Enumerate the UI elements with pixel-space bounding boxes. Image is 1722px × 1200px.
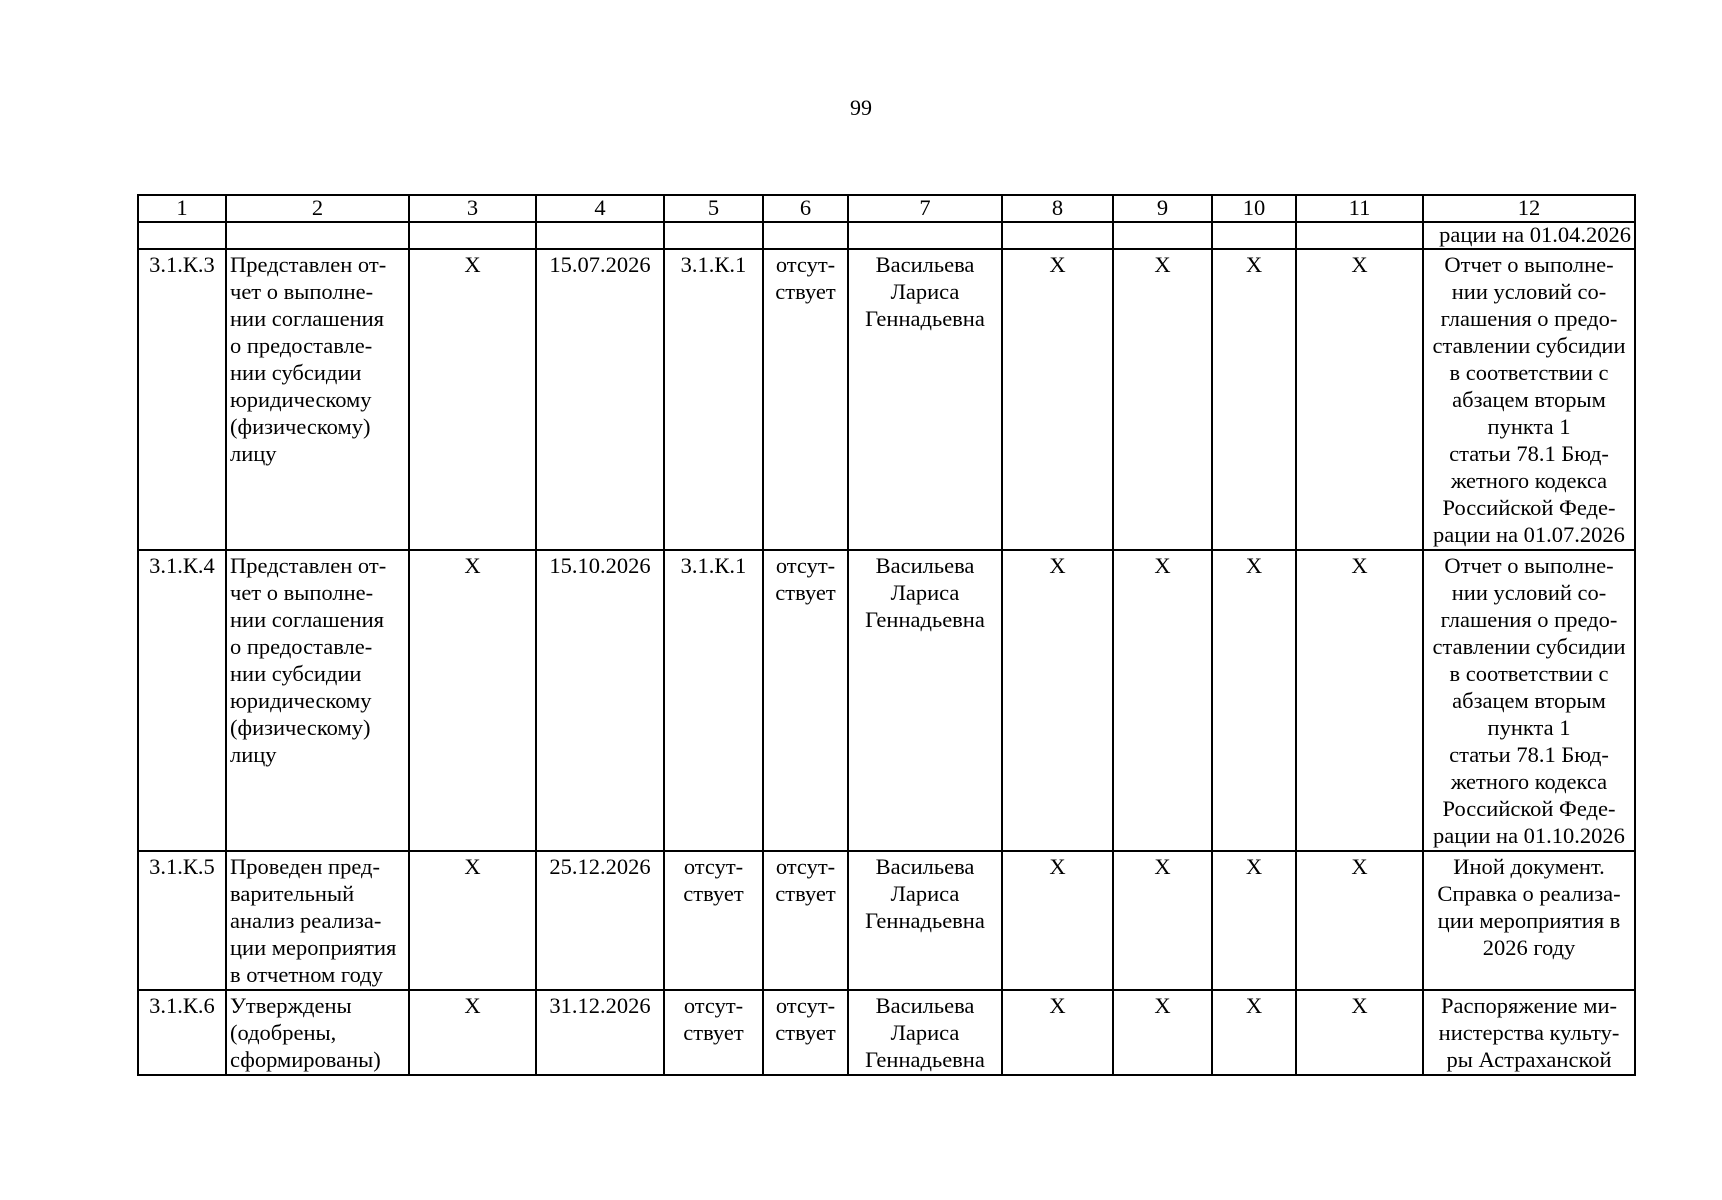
confirming-document-line: пункта 1 [1487,715,1571,740]
control-point-description-line: лицу [230,742,277,767]
col6-value-line: отсут- [775,854,836,879]
data-rows [138,249,1635,1075]
col8-mark: X [1002,851,1113,990]
predecessor-line: ствует [683,881,744,906]
confirming-document-line: глашения о предо- [1440,306,1618,331]
column-number: 4 [536,195,664,222]
responsible-person-line: Лариса [890,1020,960,1045]
col6-value [763,990,848,1075]
confirming-document-line: нии условий со- [1451,580,1607,605]
column-number: 6 [763,195,848,222]
predecessor-line: 3.1.К.1 [680,553,747,578]
confirming-document-line: рации на 01.07.2026 [1433,522,1625,547]
table-row [138,550,1635,851]
col9-mark: X [1113,550,1212,851]
col6-value-line: отсут- [775,993,836,1018]
table-row [138,851,1635,990]
confirming-document-line: Российской Феде- [1442,796,1616,821]
confirming-document [1423,550,1635,851]
control-point-description-line: сформированы) [230,1047,381,1072]
control-point-description-line: лицу [230,441,277,466]
confirming-document-line: глашения о предо- [1440,607,1618,632]
column-number: 12 [1423,195,1635,222]
col10-mark: X [1212,249,1296,550]
control-point-description-line: Представлен от- [230,252,387,277]
column-number-row [138,195,1635,222]
empty-cell [1212,222,1296,249]
col11-mark: X [1296,249,1423,550]
control-point-description-line: ции мероприятия [230,935,397,960]
responsible-person [848,550,1002,851]
empty-cell [664,222,763,249]
col8-mark: X [1002,990,1113,1075]
col6-value [763,851,848,990]
control-point-description-line: анализ реализа- [230,908,382,933]
predecessor [664,249,763,550]
control-point-description-line: варительный [230,881,355,906]
control-point-description-line: нии соглашения [230,306,385,331]
col11-mark: X [1296,990,1423,1075]
confirming-document [1423,249,1635,550]
col9-mark: X [1113,990,1212,1075]
responsible-person-line: Лариса [890,279,960,304]
confirming-document [1423,851,1635,990]
confirming-document-line: ставлении субсидии [1432,333,1626,358]
column-number: 10 [1212,195,1296,222]
empty-cell [1296,222,1423,249]
deadline-date: 15.10.2026 [536,550,664,851]
column-number: 3 [409,195,536,222]
control-point-description-line: юридическому [230,387,372,412]
responsible-person-line: Васильева [875,553,975,578]
col10-mark: X [1212,550,1296,851]
control-point-id: 3.1.К.4 [138,550,226,851]
empty-cell [1002,222,1113,249]
control-point-description [226,550,409,851]
plan-table-sheet [137,194,1634,1076]
control-point-description-line: в отчетном году [230,962,383,987]
table-row [138,990,1635,1075]
responsible-person-line: Васильева [875,252,975,277]
column-number: 11 [1296,195,1423,222]
col6-value-line: ствует [775,881,836,906]
confirming-document-line: абзацем вторым [1452,387,1606,412]
col6-value-line: ствует [775,279,836,304]
confirming-document-line: пункта 1 [1487,414,1571,439]
empty-cell [409,222,536,249]
deadline-date: 31.12.2026 [536,990,664,1075]
responsible-person-line: Геннадьевна [865,607,985,632]
control-point-id: 3.1.К.6 [138,990,226,1075]
confirming-document-line: рации на 01.10.2026 [1433,823,1625,848]
empty-cell [848,222,1002,249]
column-number: 8 [1002,195,1113,222]
deadline-date: 15.07.2026 [536,249,664,550]
responsible-person-line: Лариса [890,881,960,906]
col9-mark: X [1113,851,1212,990]
confirming-document-line: Отчет о выполне- [1444,252,1614,277]
col6-value [763,249,848,550]
confirming-document-line: ции мероприятия в [1437,908,1621,933]
predecessor-line: отсут- [683,993,744,1018]
control-point-description [226,851,409,990]
confirming-document-line: статьи 78.1 Бюд- [1449,441,1609,466]
confirming-document-line: в соответствии с [1449,661,1609,686]
confirming-document-line: Справка о реализа- [1437,881,1621,906]
predecessor [664,851,763,990]
confirming-document-line: нистерства культу- [1438,1020,1620,1045]
control-point-description-line: чет о выполне- [230,279,374,304]
control-point-description-line: (физическому) [230,715,371,740]
responsible-person [848,990,1002,1075]
empty-cell [226,222,409,249]
column-number: 5 [664,195,763,222]
col10-mark: X [1212,990,1296,1075]
responsible-person [848,249,1002,550]
responsible-person [848,851,1002,990]
col3-mark: X [409,550,536,851]
col6-value [763,550,848,851]
confirming-document-line: в соответствии с [1449,360,1609,385]
col8-mark: X [1002,249,1113,550]
col9-mark: X [1113,249,1212,550]
predecessor-line: отсут- [683,854,744,879]
control-point-description-line: нии субсидии [230,661,362,686]
control-point-description-line: чет о выполне- [230,580,374,605]
empty-cell [138,222,226,249]
responsible-person-line: Геннадьевна [865,306,985,331]
col8-mark: X [1002,550,1113,851]
confirming-document-line: 2026 году [1482,935,1576,960]
table-row [138,249,1635,550]
col3-mark: X [409,249,536,550]
col3-mark: X [409,851,536,990]
deadline-date: 25.12.2026 [536,851,664,990]
col3-mark: X [409,990,536,1075]
control-point-description-line: юридическому [230,688,372,713]
confirming-document-line: Распоряжение ми- [1440,993,1618,1018]
page-number: 99 [850,95,872,120]
confirming-document-line: нии условий со- [1451,279,1607,304]
control-point-description-line: Утверждены [230,993,352,1018]
control-point-description [226,249,409,550]
confirming-document-line: статьи 78.1 Бюд- [1449,742,1609,767]
responsible-person-line: Геннадьевна [865,1047,985,1072]
control-point-description-line: Представлен от- [230,553,387,578]
control-point-description-line: Проведен пред- [230,854,380,879]
column-number: 2 [226,195,409,222]
col6-value-line: отсут- [775,252,836,277]
column-number: 7 [848,195,1002,222]
col10-mark: X [1212,851,1296,990]
predecessor-line: ствует [683,1020,744,1045]
confirming-document-line: Иной документ. [1453,854,1605,879]
empty-cell [1113,222,1212,249]
confirming-document-line: ры Астраханской [1446,1047,1612,1072]
confirming-document [1423,990,1635,1075]
document-continuation: рации на 01.04.2026 [1423,222,1635,249]
control-point-id: 3.1.К.5 [138,851,226,990]
responsible-person-line: Васильева [875,854,975,879]
col6-value-line: ствует [775,580,836,605]
column-number: 9 [1113,195,1212,222]
responsible-person-line: Васильева [875,993,975,1018]
carry-over-row [138,222,1635,249]
column-number: 1 [138,195,226,222]
control-point-description-line: нии соглашения [230,607,385,632]
confirming-document-line: Отчет о выполне- [1444,553,1614,578]
control-point-description-line: о предоставле- [230,634,373,659]
confirming-document-line: абзацем вторым [1452,688,1606,713]
control-point-id: 3.1.К.3 [138,249,226,550]
control-point-description-line: (одобрены, [230,1020,337,1045]
predecessor [664,550,763,851]
control-point-description-line: о предоставле- [230,333,373,358]
confirming-document-line: жетного кодекса [1450,769,1608,794]
plan-table [137,194,1636,1076]
empty-cell [763,222,848,249]
control-point-description [226,990,409,1075]
col11-mark: X [1296,851,1423,990]
col6-value-line: ствует [775,1020,836,1045]
col11-mark: X [1296,550,1423,851]
responsible-person-line: Лариса [890,580,960,605]
predecessor [664,990,763,1075]
responsible-person-line: Геннадьевна [865,908,985,933]
confirming-document-line: жетного кодекса [1450,468,1608,493]
control-point-description-line: (физическому) [230,414,371,439]
confirming-document-line: ставлении субсидии [1432,634,1626,659]
empty-cell [536,222,664,249]
confirming-document-line: Российской Феде- [1442,495,1616,520]
control-point-description-line: нии субсидии [230,360,362,385]
predecessor-line: 3.1.К.1 [680,252,747,277]
col6-value-line: отсут- [775,553,836,578]
